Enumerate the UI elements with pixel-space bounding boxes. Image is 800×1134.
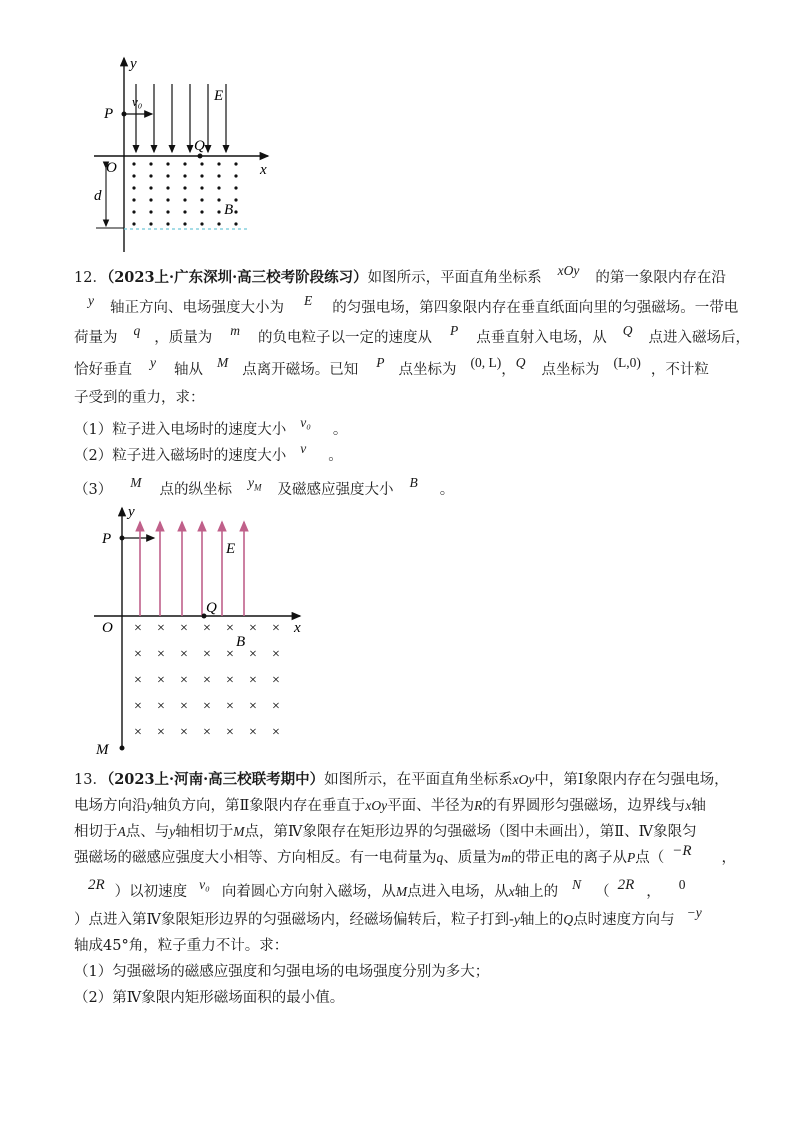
b-field-cross: × (157, 699, 165, 714)
p13-line-5 (74, 877, 686, 902)
p13-text: 点（ (635, 850, 665, 866)
p12-line-5 (74, 388, 205, 408)
math-x: x (685, 798, 692, 813)
math-v: v (300, 441, 307, 456)
p13-number: 13． (74, 772, 107, 788)
p13-line-3 (74, 822, 697, 842)
math-y: y (150, 355, 156, 370)
p12-text: 点进入磁场后， (648, 330, 750, 346)
b-field-cross: × (226, 699, 234, 714)
b-field-cross: × (180, 621, 188, 636)
math-2r: 2R (617, 877, 635, 893)
b-field-dot (217, 162, 220, 165)
b-field-cross: × (157, 673, 165, 688)
e-field-arrows (140, 522, 244, 616)
math-v0: v₀ (300, 415, 311, 430)
p13-line-1 (74, 770, 729, 790)
math-v0: v₀ (199, 877, 210, 892)
math-m: m (501, 850, 511, 865)
math-n: N (572, 877, 582, 892)
math-x: x (508, 884, 515, 899)
q-text: （2）粒子进入磁场时的速度大小 (74, 448, 287, 464)
p13-text: 点时速度方向与 (573, 912, 675, 928)
b-field-cross: × (249, 673, 257, 688)
b-field-dot (200, 162, 203, 165)
p12-text: 恰好垂直 (74, 362, 132, 378)
b-field-cross: × (203, 673, 211, 688)
b-field-cross: × (203, 725, 211, 740)
b-field-cross: × (180, 647, 188, 662)
v0-label: v₀ (132, 94, 143, 109)
b-field-cross: × (226, 725, 234, 740)
q-text: （1）匀强磁场的磁感应强度和匀强电场的电场强度分别为多大； (74, 964, 490, 980)
p12-text: ，不计粒 (650, 362, 709, 378)
p13-text: 强磁场的磁感应强度大小相等、方向相反。有一电荷量为 (74, 850, 437, 866)
p13-text: ）以初速度 (114, 884, 188, 900)
math-m: m (230, 323, 240, 338)
math-y: y (146, 798, 153, 813)
q-text: 及磁感应强度大小 (277, 482, 394, 498)
math-m-point: M (217, 355, 229, 370)
b-field-dot (234, 210, 237, 213)
p13-text: 向着圆心方向射入磁场，从 (221, 884, 396, 900)
b-field-dot (183, 186, 186, 189)
p13-source: （2023上·河南·高三校联考期中） (106, 771, 325, 788)
p13-text: 轴成45°角，粒子重力不计。求： (74, 938, 289, 954)
p12-question-2 (74, 441, 343, 466)
b-field-dot (166, 198, 169, 201)
p13-line-2 (74, 796, 706, 816)
b-field-cross: × (203, 621, 211, 636)
b-field-dot (132, 210, 135, 213)
p13-text: 轴 (691, 798, 706, 814)
p13-text: 轴负方向，第Ⅱ象限内存在垂直于 (152, 798, 366, 814)
p12-line-3 (74, 323, 750, 348)
p12-text: 点坐标为 (398, 362, 457, 378)
p12-line-2 (74, 293, 739, 318)
b-field-dot (166, 174, 169, 177)
b-field-dot (217, 198, 220, 201)
b-field-dot (132, 162, 135, 165)
origin-label: O (102, 620, 113, 636)
b-field-dot (149, 210, 152, 213)
b-field-cross: × (134, 699, 142, 714)
b-field-cross: × (134, 673, 142, 688)
b-field-cross: × (157, 725, 165, 740)
math-q-coord: (L,0) (613, 355, 641, 370)
b-field-dot (217, 186, 220, 189)
b-field-dot (132, 186, 135, 189)
math-p-coord: (0, L) (470, 355, 502, 370)
p13-question-1 (74, 962, 489, 982)
p13-text: 平面、半径为 (387, 798, 475, 814)
p13-text: ）点进入第Ⅳ象限矩形边界的匀强磁场内，经磁场偏转后，粒子打到- (74, 912, 514, 928)
p13-line-6 (74, 905, 702, 930)
b-field-dot (200, 222, 203, 225)
point-q-label: Q (206, 600, 217, 616)
p13-text: 点，第Ⅳ象限存在矩形边界的匀强磁场（图中未画出），第Ⅱ、Ⅳ象限匀 (244, 824, 697, 840)
p13-text: 轴上的 (514, 884, 559, 900)
b-field-dot (183, 162, 186, 165)
figure-1 (88, 48, 288, 258)
b-field-cross: × (180, 699, 188, 714)
x-axis-label: x (294, 620, 301, 636)
q-text: 点的纵坐标 (159, 482, 232, 498)
b-field-dot (132, 222, 135, 225)
b-field-dot (217, 210, 220, 213)
math-e: E (304, 293, 313, 308)
point-m (120, 746, 125, 751)
b-field-cross: × (157, 647, 165, 662)
math-zero: 0 (678, 877, 686, 892)
p13-text: 中，第Ⅰ象限内存在匀强电场， (534, 772, 729, 788)
p13-text: ， (646, 884, 661, 900)
b-field-cross: × (249, 647, 257, 662)
b-field-dot (234, 162, 237, 165)
b-field-dot (132, 198, 135, 201)
p13-text: 点进入电场，从 (407, 884, 509, 900)
b-field-cross: × (272, 699, 280, 714)
math-xoy: xOy (512, 772, 535, 787)
p12-text: 荷量为 (74, 330, 118, 346)
b-field-dot (234, 222, 237, 225)
b-field-cross: × (180, 673, 188, 688)
b-field-label: B (236, 634, 246, 650)
p12-text: 的匀强电场，第四象限内存在垂直纸面向里的匀强磁场。一带电 (332, 300, 739, 316)
p13-text: 轴相切于 (175, 824, 234, 840)
p13-question-2 (74, 988, 344, 1008)
b-field-dot (200, 198, 203, 201)
b-field-dot (217, 174, 220, 177)
p12-line-4 (74, 355, 709, 380)
b-field-dot (200, 174, 203, 177)
p12-text: 的第一象限内存在沿 (595, 270, 726, 286)
p12-text: ， (501, 362, 516, 378)
math-neg-y: −y (686, 905, 702, 920)
q-text: （1）粒子进入电场时的速度大小 (74, 422, 287, 438)
b-field-cross: × (203, 699, 211, 714)
math-q: q (133, 323, 141, 338)
b-field-cross: × (272, 673, 280, 688)
p13-text: 点、与 (125, 824, 170, 840)
p13-text: 的带正电的离子从 (511, 850, 627, 866)
b-field-cross: × (134, 725, 142, 740)
b-field-cross: × (226, 647, 234, 662)
math-q-point: Q (515, 355, 526, 370)
b-field-dot (149, 222, 152, 225)
p12-text: 点离开磁场。已知 (242, 362, 359, 378)
math-2r: 2R (88, 877, 105, 893)
p13-text: （ (595, 884, 610, 900)
p12-number: 12． (74, 270, 107, 286)
point-q (198, 154, 203, 159)
b-field-dot (149, 198, 152, 201)
math-r: R (474, 798, 483, 813)
p13-text: 如图所示，在平面直角坐标系 (324, 772, 513, 788)
b-field-dot (166, 186, 169, 189)
origin-label: O (106, 160, 117, 176)
math-m-point: M (395, 884, 408, 899)
point-p-label: P (102, 531, 112, 547)
b-field-dot (200, 186, 203, 189)
b-field-dot (149, 162, 152, 165)
b-field-dot (183, 210, 186, 213)
p13-text: 的有界圆形匀强磁场，边界线与 (482, 798, 686, 814)
p13-line-4 (74, 843, 737, 868)
math-q: q (436, 850, 444, 865)
math-m-point: M (130, 475, 142, 490)
p12-text: ，质量为 (154, 330, 213, 346)
p13-text: 轴上的 (519, 912, 564, 928)
e-field-arrows (136, 84, 226, 152)
e-field-label: E (214, 88, 224, 104)
b-field-cross: × (249, 725, 257, 740)
b-field-dot (183, 198, 186, 201)
point-q-label: Q (194, 138, 205, 154)
math-a: A (117, 824, 126, 839)
b-field-dot (166, 222, 169, 225)
b-field-dot (166, 210, 169, 213)
p12-line-1 (74, 263, 726, 288)
b-field-cross: × (272, 621, 280, 636)
math-y: y (169, 824, 176, 839)
math-q-point: Q (622, 323, 633, 338)
b-field-cross: × (134, 647, 142, 662)
p12-text: 轴从 (174, 362, 203, 378)
y-axis-label: y (130, 56, 137, 72)
math-m-point: M (233, 824, 245, 839)
math-xoy: xOy (365, 798, 388, 813)
b-field-cross: × (226, 621, 234, 636)
p12-question-3 (74, 475, 455, 505)
math-q-point: Q (563, 912, 574, 927)
b-field-dot (183, 222, 186, 225)
point-p-label: P (104, 106, 114, 122)
p12-source: （2023上·广东深圳·高三校考阶段练习） (106, 269, 368, 286)
math-y: y (88, 293, 94, 308)
d-label: d (94, 188, 102, 204)
b-field-cross: × (203, 647, 211, 662)
p13-text: 、质量为 (443, 850, 502, 866)
math-ym-base: y (247, 475, 254, 490)
b-field-cross: × (180, 725, 188, 740)
math-neg-r: −R (672, 843, 692, 859)
math-b: B (409, 475, 418, 490)
q-text: （2）第Ⅳ象限内矩形磁场面积的最小值。 (74, 990, 345, 1006)
b-field-cross: × (157, 621, 165, 636)
b-field-cross: × (249, 621, 257, 636)
b-field-dot (234, 198, 237, 201)
math-ym (248, 473, 262, 498)
b-field-dot (166, 162, 169, 165)
q-text: 。 (328, 448, 343, 464)
b-field-dot (234, 174, 237, 177)
p12-text: 点坐标为 (541, 362, 600, 378)
math-xoy: xOy (557, 263, 580, 278)
b-field-cross: × (249, 699, 257, 714)
p13-text: ， (721, 850, 737, 866)
y-axis-label: y (128, 504, 135, 520)
q-text: （3） (74, 482, 113, 498)
b-field-dots (132, 162, 237, 225)
b-field-dot (200, 210, 203, 213)
b-field-crosses (134, 621, 280, 740)
math-p: P (450, 323, 459, 338)
b-field-cross: × (226, 673, 234, 688)
point-m-label: M (96, 742, 109, 758)
q-text: 。 (332, 422, 348, 438)
x-axis-label: x (260, 162, 267, 178)
p13-line-7 (74, 936, 288, 956)
math-y: y (513, 912, 520, 927)
p12-text: 如图所示，平面直角坐标系 (367, 270, 542, 286)
p13-text: 相切于 (74, 824, 118, 840)
b-field-dot (183, 174, 186, 177)
p13-text: 电场方向沿 (74, 798, 147, 814)
p12-text: 子受到的重力，求： (74, 390, 205, 406)
b-field-dot (234, 186, 237, 189)
figure-2 (90, 502, 320, 758)
p12-text: 轴正方向、电场强度大小为 (110, 300, 284, 316)
math-ym-sub: M (253, 482, 262, 493)
math-p: P (627, 850, 636, 865)
p12-text: 点垂直射入电场，从 (476, 330, 607, 346)
b-field-dot (149, 186, 152, 189)
e-field-label: E (226, 541, 236, 557)
p12-text: 的负电粒子以一定的速度从 (258, 330, 432, 346)
b-field-cross: × (272, 647, 280, 662)
b-field-dot (149, 174, 152, 177)
b-field-dot (132, 174, 135, 177)
p12-question-1 (74, 415, 348, 440)
math-p: P (376, 355, 385, 370)
b-field-cross: × (272, 725, 280, 740)
q-text: 。 (439, 482, 455, 498)
b-field-dot (217, 222, 220, 225)
b-field-label: B (224, 202, 234, 218)
b-field-cross: × (134, 621, 142, 636)
